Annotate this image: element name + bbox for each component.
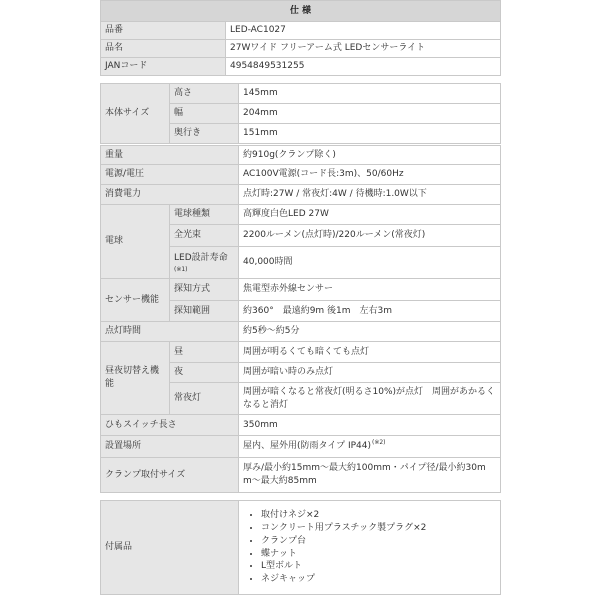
- list-item: • コンクリート用プラスチック製プラグ×2: [261, 522, 496, 535]
- label-product-name: 品名: [101, 40, 226, 58]
- list-item: • ネジキャップ: [261, 573, 496, 586]
- label-day-night: 昼夜切替え機能: [101, 342, 170, 415]
- spec-table-body-size: [100, 83, 501, 144]
- spec-row-sensor-method: [101, 279, 501, 301]
- value-pull-switch: 350mm: [239, 415, 501, 436]
- value-installation: 屋内、屋外用(防雨タイプ IP44): [243, 441, 371, 451]
- spec-title: 仕 様: [101, 1, 501, 22]
- value-bulb-type: 高輝度白色LED 27W: [239, 205, 501, 225]
- spec-row-height: [101, 84, 501, 104]
- value-weight: 約910g(クランプ除く): [239, 146, 501, 165]
- value-depth: 151mm: [239, 124, 501, 144]
- spec-row-part-number: [101, 22, 501, 40]
- value-sensor-range: 約360° 最遠約9m 後1m 左右3m: [239, 301, 501, 322]
- spec-row-product-name: [101, 40, 501, 58]
- spec-header-row: [101, 1, 501, 22]
- list-item: • 取付けネジ×2: [261, 509, 496, 522]
- label-part-number: 品番: [101, 22, 226, 40]
- value-part-number: LED-AC1027: [226, 22, 501, 40]
- value-lifetime: 40,000時間: [239, 247, 501, 279]
- value-lighting-time: 約5秒〜約5分: [239, 322, 501, 342]
- sublabel-sensor-range: 探知範囲: [170, 301, 239, 322]
- sublabel-height: 高さ: [170, 84, 239, 104]
- sublabel-depth: 奥行き: [170, 124, 239, 144]
- label-clamp: クランプ取付サイズ: [101, 458, 239, 493]
- value-clamp: 厚み/最小約15mm〜最大約100mm・パイプ径/最小約30mm〜最大約85mm: [239, 458, 501, 493]
- value-product-name: 27Wワイド フリーアーム式 LEDセンサーライト: [226, 40, 501, 58]
- value-sensor-method: 焦電型赤外線センサー: [239, 279, 501, 301]
- sublabel-width: 幅: [170, 104, 239, 124]
- spec-row-lighting-time: [101, 322, 501, 342]
- sublabel-bulb-type: 電球種類: [170, 205, 239, 225]
- label-lighting-time: 点灯時間: [101, 322, 239, 342]
- sublabel-day: 昼: [170, 342, 239, 363]
- footnote-marker-2: (※2): [371, 439, 386, 446]
- spec-table-accessories: [100, 500, 501, 595]
- sublabel-sensor-method: 探知方式: [170, 279, 239, 301]
- list-item: • 蝶ナット: [261, 548, 496, 561]
- value-lumens: 2200ルーメン(点灯時)/220ルーメン(常夜灯): [239, 225, 501, 247]
- spec-table-main: [100, 145, 501, 493]
- value-night: 周囲が暗い時のみ点灯: [239, 363, 501, 383]
- value-power: AC100V電源(コード長:3m)、50/60Hz: [239, 165, 501, 185]
- spec-row-day: [101, 342, 501, 363]
- list-item: • クランプ台: [261, 535, 496, 548]
- label-jan-code: JANコード: [101, 58, 226, 76]
- spec-table-basic: [100, 0, 501, 76]
- spec-row-accessories: [101, 501, 501, 595]
- label-pull-switch: ひもスイッチ長さ: [101, 415, 239, 436]
- sublabel-lumens: 全光束: [170, 225, 239, 247]
- value-height: 145mm: [239, 84, 501, 104]
- value-accessories: [239, 501, 501, 595]
- spec-row-weight: [101, 146, 501, 165]
- sublabel-lifetime-cell: [170, 247, 239, 279]
- label-body-size: 本体サイズ: [101, 84, 170, 144]
- spec-row-power: [101, 165, 501, 185]
- spec-row-pull-switch: [101, 415, 501, 436]
- value-jan-code: 4954849531255: [226, 58, 501, 76]
- spec-row-installation: [101, 436, 501, 458]
- sublabel-night: 夜: [170, 363, 239, 383]
- footnote-marker-1: (※1): [174, 265, 188, 273]
- label-consumption: 消費電力: [101, 185, 239, 205]
- accessories-list: [243, 509, 496, 586]
- list-item: • L型ボルト: [261, 560, 496, 573]
- value-consumption: 点灯時:27W / 常夜灯:4W / 待機時:1.0W以下: [239, 185, 501, 205]
- label-sensor: センサー機能: [101, 279, 170, 322]
- label-weight: 重量: [101, 146, 239, 165]
- value-width: 204mm: [239, 104, 501, 124]
- value-installation-cell: [239, 436, 501, 458]
- spec-row-jan-code: [101, 58, 501, 76]
- sublabel-night-light: 常夜灯: [170, 383, 239, 415]
- value-night-light: 周囲が暗くなると常夜灯(明るさ10%)が点灯 周囲があかるくなると消灯: [239, 383, 501, 415]
- spec-row-bulb-type: [101, 205, 501, 225]
- value-day: 周囲が明るくても暗くても点灯: [239, 342, 501, 363]
- sublabel-lifetime: LED設計寿命: [174, 252, 228, 263]
- label-accessories: 付属品: [101, 501, 239, 595]
- label-power: 電源/電圧: [101, 165, 239, 185]
- label-installation: 設置場所: [101, 436, 239, 458]
- spec-row-consumption: [101, 185, 501, 205]
- label-bulb: 電球: [101, 205, 170, 279]
- spec-row-clamp: [101, 458, 501, 493]
